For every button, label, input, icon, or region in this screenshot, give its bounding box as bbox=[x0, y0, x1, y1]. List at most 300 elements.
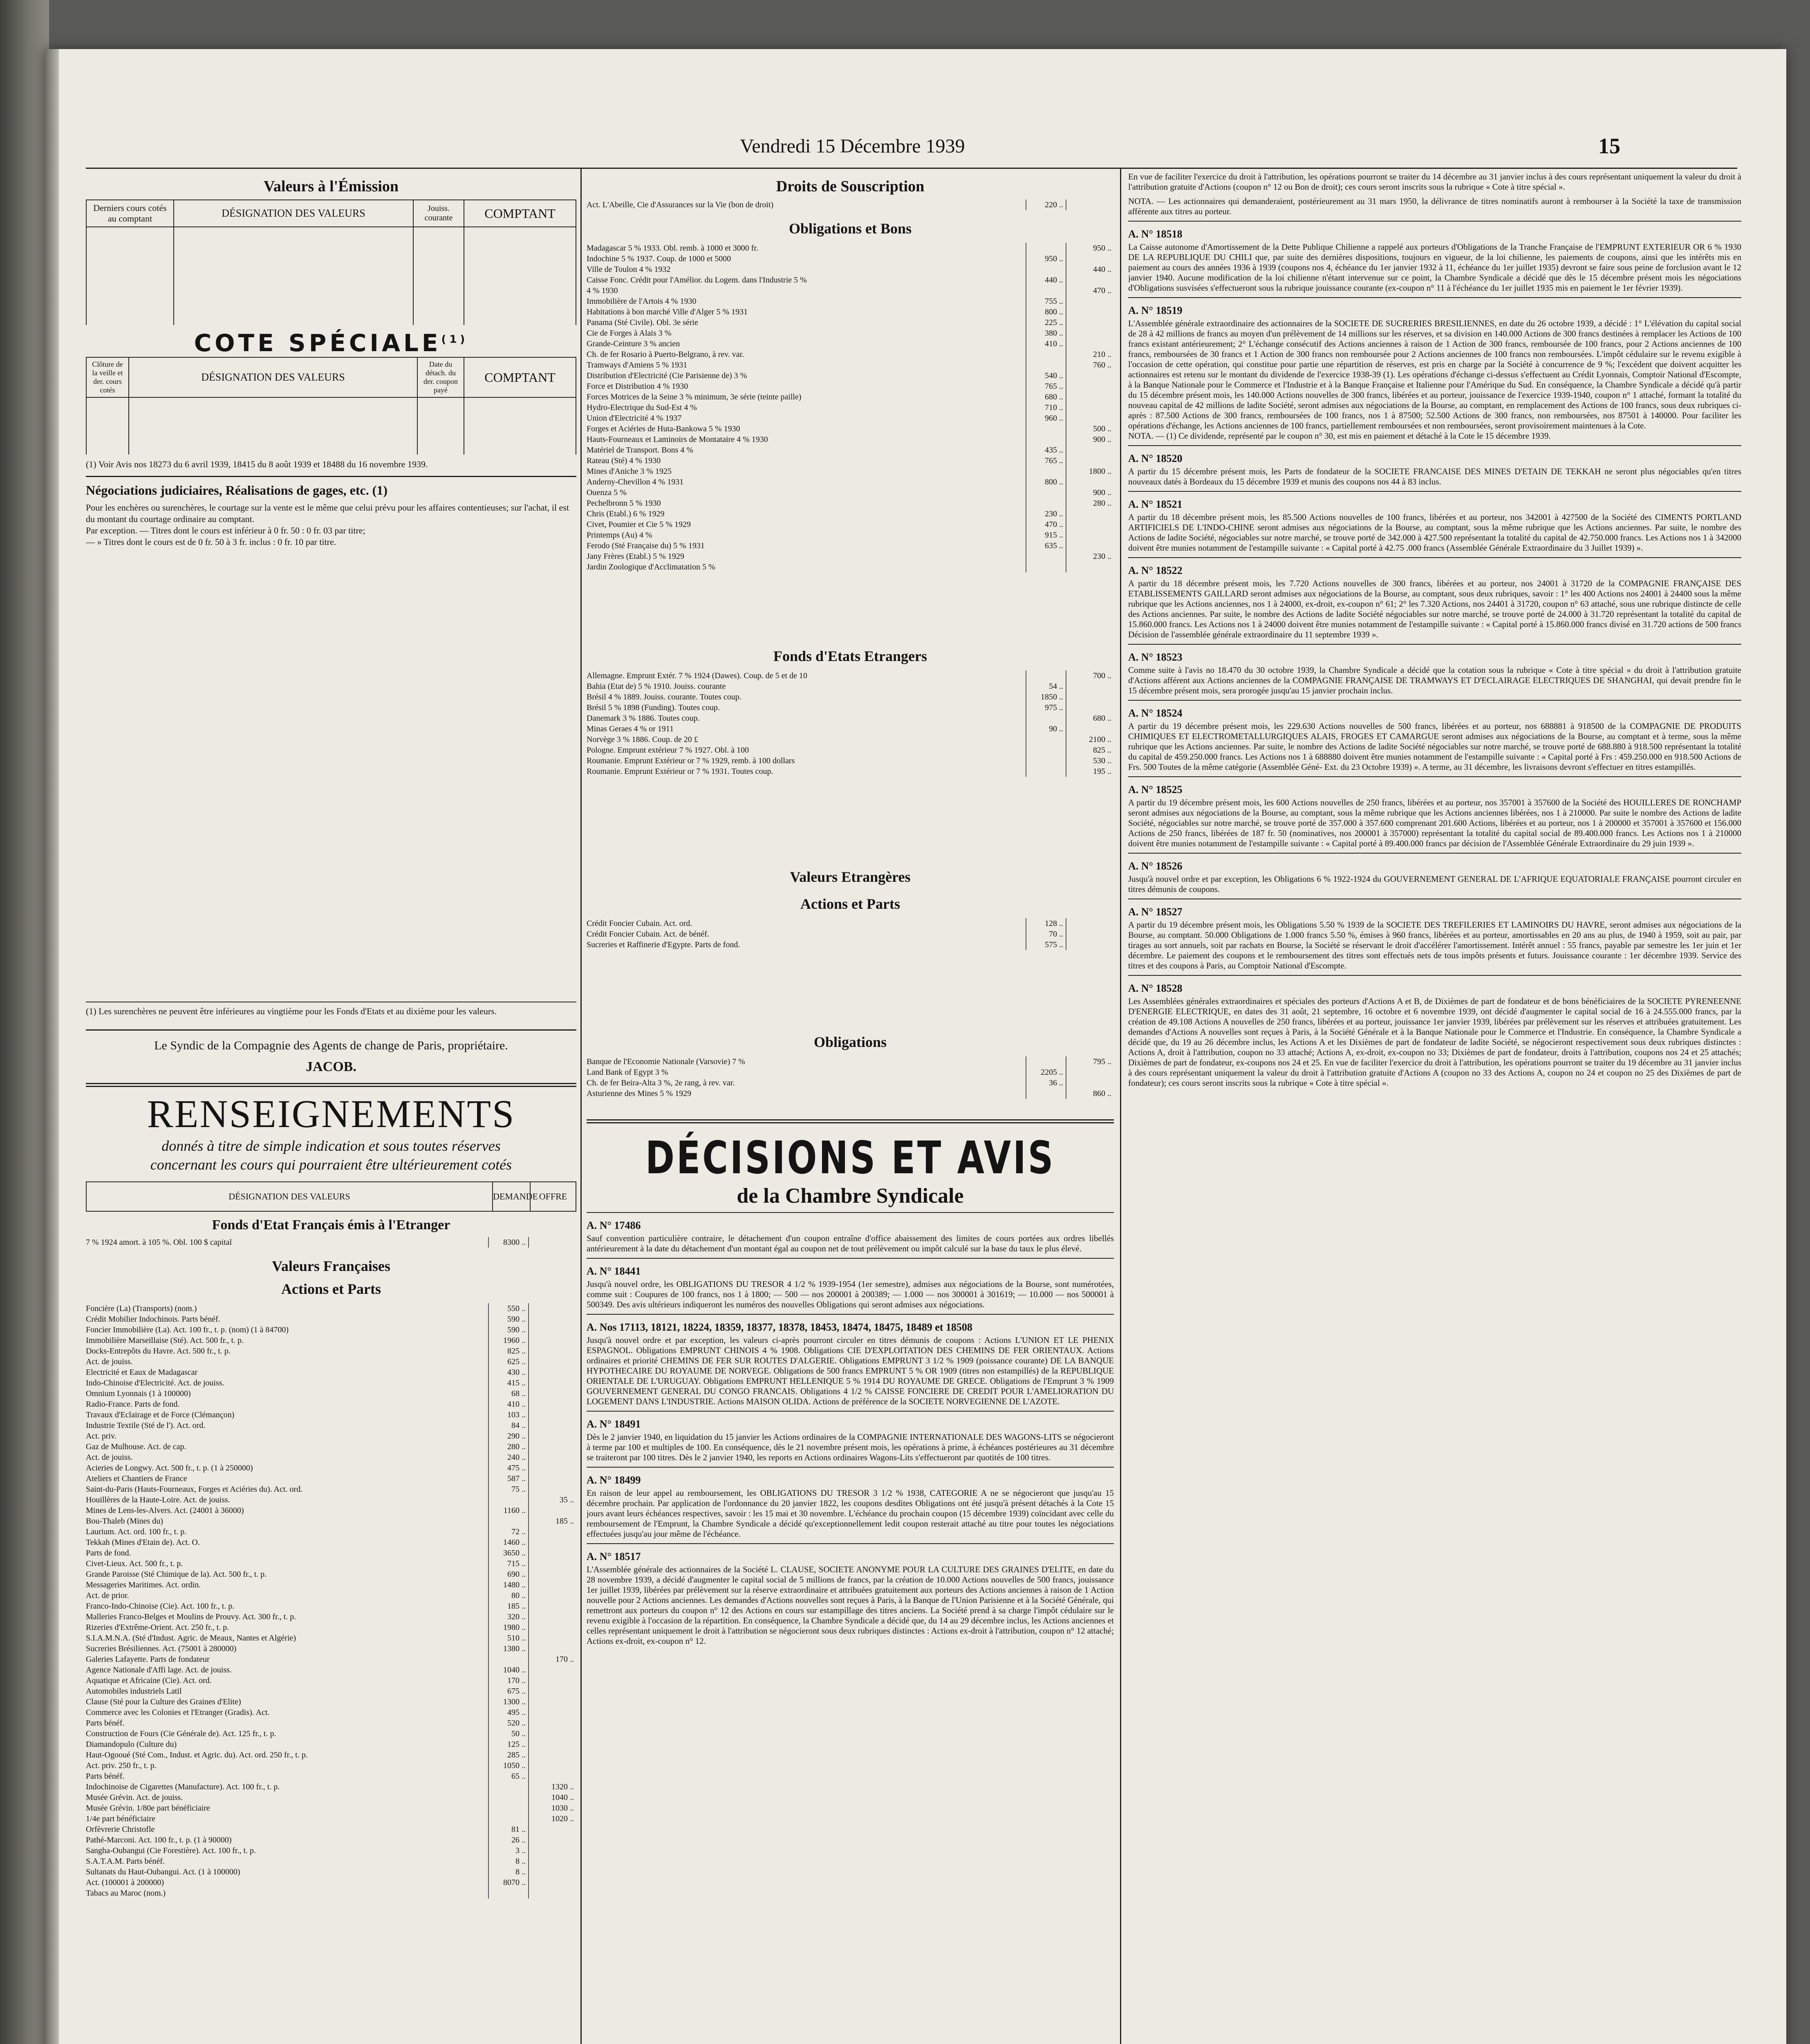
emission-header-col2: DÉSIGNATION DES VALEURS bbox=[174, 200, 413, 227]
quote-name: Anderny-Chevillon 4 % 1931 bbox=[587, 477, 684, 486]
quote-row bbox=[86, 1335, 576, 1346]
quote-name: Grande-Ceinture 3 % ancien bbox=[587, 339, 680, 348]
quote-row bbox=[587, 734, 1114, 745]
quote-name: Industrie Textile (Sté de l'). Act. ord. bbox=[86, 1421, 206, 1430]
avis-text: A partir du 18 décembre présent mois, les 7.720 Actions nouvelles de 300 francs, libérées et au porteur, nos 24001 à 31720 de la COMPAGNIE FRANÇAISE DES ETABLISSEMENTS GAILLARD seront admises aux négociations de la Bourse, au comptant, sous deux rubriques, savoir : 1° les 400 Actions nos 24001 à 24400 sous la même rubrique que les Actions anciennes, nos 1 à 24000, ex-droit, ex-coupon n° 61; 2° les 7.320 Actions, nos 24401 à 31720, coupon n° 63 attaché, sous une rubrique distincte de celle des Actions anciennes. Par suite, le nombre des Actions de ladite Société négociables sur notre marché, se trouve porté de 24.000 à 31.720 représentant la totalité du capital de 15.860.000 francs. Les Actions nos 1 à 24000 doivent être munies notamment de l'estampille suivante : « Capital porté à 15.860.000 francs divisé en 31.720 actions de 500 francs Décision de l'assemblée générale extraordinaire du 11 septembre 1939 ». bbox=[1128, 578, 1741, 639]
col3-intro: En vue de faciliter l'exercice du droit à l'attribution, les opérations pourront se traiter du 14 décembre au 31 janvier inclus à des cours représentant uniquement la valeur du droit à l'attribution gratuite d'Actions (coupon n° 12 ou Bon de droit); ces cours seront inscrits sous la rubrique « Cote à titre spécial ». bbox=[1128, 172, 1741, 192]
quote-name: Jany Frères (Etabl.) 5 % 1929 bbox=[587, 552, 684, 561]
negociations-footnote: (1) Les surenchères ne peuvent être inférieures au vingtième pour les Fonds d'Etats et au dixième pour les valeurs. bbox=[86, 1002, 576, 1017]
quote-row bbox=[86, 1760, 576, 1771]
quote-offre bbox=[528, 1463, 576, 1473]
renseignements-sub2: concernant les cours qui pourraient être ultérieurement cotés bbox=[150, 1156, 512, 1173]
column-2 bbox=[587, 172, 1114, 2044]
quote-demande bbox=[1026, 424, 1066, 434]
quote-demande: 1380 .. bbox=[488, 1643, 528, 1654]
quote-row bbox=[587, 402, 1114, 413]
quote-offre bbox=[528, 1601, 576, 1611]
quote-name: Bahia (Etat de) 5 % 1910. Jouiss. courante bbox=[587, 682, 726, 691]
column-3 bbox=[1128, 172, 1741, 2044]
quote-name: Banque de l'Economie Nationale (Varsovie) 7 % bbox=[587, 1057, 745, 1066]
quote-demande: 240 .. bbox=[488, 1452, 528, 1463]
quote-demande: 410 .. bbox=[1026, 338, 1066, 349]
quote-row bbox=[86, 1633, 576, 1643]
newspaper-page bbox=[45, 49, 1786, 2044]
quote-name: Caisse Fonc. Crédit pour l'Amélior. du Logem. dans l'Industrie 5 % bbox=[587, 276, 807, 285]
quote-demande: 225 .. bbox=[1026, 317, 1066, 328]
quote-demande: 285 .. bbox=[488, 1750, 528, 1760]
quote-offre bbox=[1066, 275, 1114, 285]
quote-offre: 170 .. bbox=[528, 1654, 576, 1665]
quote-row bbox=[86, 1707, 576, 1718]
quote-row bbox=[86, 1452, 576, 1463]
quote-offre bbox=[528, 1697, 576, 1707]
quote-demande: 415 .. bbox=[488, 1378, 528, 1388]
quote-offre bbox=[528, 1888, 576, 1898]
quote-name: Sultanats du Haut-Oubangui. Act. (1 à 100000) bbox=[86, 1867, 240, 1876]
quote-offre bbox=[528, 1611, 576, 1622]
quote-row bbox=[587, 477, 1114, 487]
decisions-sub: de la Chambre Syndicale bbox=[737, 1184, 964, 1208]
quote-offre bbox=[1066, 540, 1114, 551]
cote-header-col4: COMPTANT bbox=[464, 357, 576, 397]
quote-row bbox=[86, 1569, 576, 1580]
cote-header-col2: DÉSIGNATION DES VALEURS bbox=[129, 357, 417, 397]
quote-name: Distribution d'Electricité (Cie Parisienne de) 3 % bbox=[587, 371, 747, 380]
quote-name: Chris (Etabl.) 6 % 1929 bbox=[587, 509, 665, 518]
avis-rule bbox=[587, 1411, 1114, 1412]
quote-offre bbox=[1066, 445, 1114, 455]
quote-demande: 625 .. bbox=[488, 1356, 528, 1367]
avis-list-col2 bbox=[587, 1212, 1114, 1646]
column-rule-1 bbox=[580, 168, 582, 2044]
quote-row bbox=[86, 1675, 576, 1686]
quote-name: Sangha-Oubangui (Cie Forestière). Act. 100 fr., t. p. bbox=[86, 1846, 256, 1855]
quote-demande bbox=[1026, 713, 1066, 724]
quote-name: Act. priv. bbox=[86, 1432, 116, 1441]
quote-row bbox=[587, 670, 1114, 681]
quote-offre bbox=[528, 1325, 576, 1335]
quote-offre: 1320 .. bbox=[528, 1782, 576, 1792]
quote-offre: 860 .. bbox=[1066, 1088, 1114, 1099]
quote-offre bbox=[528, 1707, 576, 1718]
quote-offre bbox=[528, 1441, 576, 1452]
quote-offre bbox=[1066, 530, 1114, 540]
quote-name: Franco-Indo-Chinoise (Cie). Act. 100 fr., t. p. bbox=[86, 1602, 235, 1611]
quote-demande: 635 .. bbox=[1026, 540, 1066, 551]
avis-number: A. N° 18525 bbox=[1128, 784, 1183, 796]
quote-row bbox=[587, 766, 1114, 777]
quote-demande: 103 .. bbox=[488, 1410, 528, 1420]
quote-name: Rizeries d'Extrême-Orient. Act. 250 fr., t. p. bbox=[86, 1623, 229, 1632]
scan-edge bbox=[0, 0, 49, 2044]
avis-text: Sauf convention particulière contraire, le détachement d'un coupon entraîne d'office abaissement des limites de cours portées aux ordres libellés antérieurement à la date du détachement d'un montant égal au coupon net de tout prélèvement ou impôt calculé sur la base du taux le plus élevé. bbox=[587, 1233, 1114, 1253]
quote-demande: 435 .. bbox=[1026, 445, 1066, 455]
avis-number: A. N° 18519 bbox=[1128, 305, 1183, 316]
quote-name: Brésil 4 % 1889. Jouiss. courante. Toutes coup. bbox=[587, 693, 741, 702]
quote-row bbox=[587, 307, 1114, 317]
quote-name: Grande Paroisse (Sté Chimique de la). Act. 500 fr., t. p. bbox=[86, 1570, 267, 1579]
quote-row bbox=[587, 530, 1114, 540]
column-1 bbox=[86, 172, 576, 2044]
quote-offre bbox=[528, 1410, 576, 1420]
quote-demande bbox=[1026, 243, 1066, 253]
quote-offre bbox=[528, 1665, 576, 1675]
quote-demande: 825 .. bbox=[488, 1346, 528, 1356]
quote-demande: 8300 .. bbox=[488, 1237, 528, 1248]
quote-name: Civet-Lieux. Act. 500 fr., t. p. bbox=[86, 1559, 183, 1568]
quote-row bbox=[587, 296, 1114, 307]
quote-name: Parts bénéf. bbox=[86, 1772, 125, 1781]
avis-number: A. N° 18517 bbox=[587, 1551, 641, 1562]
quote-name: Saint-du-Paris (Hauts-Fourneaux, Forges et Aciéries du). Act. ord. bbox=[86, 1485, 303, 1494]
quote-row bbox=[86, 1441, 576, 1452]
quote-row bbox=[86, 1314, 576, 1325]
quote-offre bbox=[1066, 328, 1114, 338]
renseignements-title: RENSEIGNEMENTS bbox=[147, 1092, 515, 1136]
quote-row bbox=[587, 702, 1114, 713]
quote-name: Roumanie. Emprunt Extérieur or 7 % 1931. Toutes coup. bbox=[587, 767, 773, 776]
quote-row bbox=[587, 360, 1114, 370]
quote-demande: 3650 .. bbox=[488, 1548, 528, 1558]
quote-name: Printemps (Au) 4 % bbox=[587, 531, 652, 540]
quote-offre bbox=[1066, 381, 1114, 392]
quote-offre bbox=[528, 1378, 576, 1388]
quote-row bbox=[587, 939, 1114, 950]
quote-row bbox=[587, 392, 1114, 402]
avis-text: Jusqu'à nouvel ordre et par exception, les Obligations 6 % 1922-1924 du GOUVERNEMENT GENERAL DE L'AFRIQUE EQUATORIALE FRANÇAISE pourront circuler en titres démunis de coupons. bbox=[1128, 874, 1741, 894]
quote-name: Act. de jouiss. bbox=[86, 1453, 133, 1462]
quote-demande: 410 .. bbox=[488, 1399, 528, 1410]
avis-text: Jusqu'à nouvel ordre, les OBLIGATIONS DU TRESOR 4 1/2 % 1939-1954 (1er semestre), admises aux négociations de la Bourse, sont numérotées, comme suit : Coupures de 100 francs, nos 1 à 1800; — 500 — nos 200001 à 200389; — 1.000 — nos 300001 à 301619; — 10.000 — nos 500001 à 500349. Des avis ultérieurs indiqueront les numéros des nouvelles Obligations qui seront admises aux négociations. bbox=[587, 1279, 1114, 1309]
quote-name: Act. L'Abeille, Cie d'Assurances sur la Vie (bon de droit) bbox=[587, 200, 774, 209]
quote-row bbox=[86, 1665, 576, 1675]
quote-name: Parts bénéf. bbox=[86, 1719, 125, 1728]
quote-row bbox=[86, 1877, 576, 1888]
avis-text: A partir du 19 décembre présent mois, les Obligations 5.50 % 1939 de la SOCIETE DES TREFILERIES ET LAMINOIRS DU HAVRE, seront admises aux négociations de la Bourse, au comptant. 50.000 Obligations de 1.000 francs 5.50 %, émises à 960 francs, libérées et au porteur, amortissables en 20 ans au plus, de 1940 à 1959, soit au pair, par tirages au sort annuels, soit par rachats en Bourse, la Société se réservant le droit d'accélérer l'amortissement. Intérêt annuel : 55 francs, payable par semestre les 1er juin et 1er décembre. Le paiement des coupons et le remboursement des titres sont effectués nets de tous impôts présents et futurs. Jouissance courante : 1er décembre 1939. Service des titres et des coupons à Paris, au Comptoir National d'Escompte. bbox=[1128, 920, 1741, 970]
quote-row bbox=[587, 692, 1114, 702]
quote-offre: 210 .. bbox=[1066, 349, 1114, 360]
quote-offre bbox=[1066, 253, 1114, 264]
rule-rens-2 bbox=[86, 1086, 576, 1087]
quote-demande bbox=[488, 1495, 528, 1505]
quote-offre bbox=[1066, 199, 1114, 210]
quote-demande bbox=[1026, 766, 1066, 777]
negociations-title: Négociations judiciaires, Réalisations de gages, etc. (1) bbox=[86, 483, 388, 498]
quote-demande: 170 .. bbox=[488, 1675, 528, 1686]
quote-offre bbox=[1066, 370, 1114, 381]
quote-demande bbox=[1026, 487, 1066, 498]
quote-demande: 90 .. bbox=[1026, 724, 1066, 734]
avis-text: A partir du 15 décembre présent mois, les Parts de fondateur de la SOCIETE FRANCAISE DES MINES D'ETAIN DE TEKKAH ne seront plus négociables qu'en titres nouveaux datés à Bordeaux du 15 décembre 1939 et munis des coupons nos 44 à 83 inclus. bbox=[1128, 466, 1741, 486]
quote-name: 1/4e part bénéficiaire bbox=[86, 1814, 155, 1823]
quote-row bbox=[86, 1367, 576, 1378]
quote-demande: 280 .. bbox=[488, 1441, 528, 1452]
renseignements-sub1: donnés à titre de simple indication et sous toutes réserves bbox=[161, 1138, 501, 1154]
quote-row bbox=[587, 275, 1114, 285]
avis-text: La Caisse autonome d'Amortissement de la Dette Publique Chilienne a rappelé aux porteurs d'Obligations de la Tranche Française de l'EMPRUNT EXTERIEUR OR 6 % 1930 DE LA REPUBLIQUE DU CHILI que, par suite des dernières dispositions, toujours en vigueur, de la loi chilienne, les paiements de coupons, ainsi que les intérêts mis en paiement au cours des années 1936 à 1939 (coupons nos 4, échéance du 1er janvier 1932 à 11, échéance du 1er juillet 1935) devront se faire sous peine de forclusion avant le 12 janvier 1940. Aucune modification de la loi chilienne n'étant intervenue sur ce point, la Chambre Syndicale a décidé que dès le 15 décembre présent mois les négociations d'Obligations susvisées s'effectueront sous la rubrique jouissance courante (ex-coupon n° 11 à l'échéance du 1er juillet 1935 mis en paiement le 1er février 1939). bbox=[1128, 242, 1741, 293]
quote-demande bbox=[488, 1782, 528, 1792]
fonds-etrangers-rows bbox=[587, 670, 1114, 777]
quote-name: Tabacs au Maroc (nom.) bbox=[86, 1889, 166, 1898]
quote-offre bbox=[528, 1473, 576, 1484]
quote-row bbox=[86, 1813, 576, 1824]
quote-demande: 540 .. bbox=[1026, 370, 1066, 381]
quote-demande: 590 .. bbox=[488, 1314, 528, 1325]
valeurs-etrangeres-rows bbox=[587, 918, 1114, 950]
quote-row bbox=[86, 1378, 576, 1388]
quote-row bbox=[587, 317, 1114, 328]
quote-row bbox=[86, 1697, 576, 1707]
quote-row bbox=[587, 562, 1114, 572]
quote-demande bbox=[1026, 349, 1066, 360]
negociations-p2: Par exception. — Titres dont le cours est inférieur à 0 fr. 50 : 0 fr. 03 par titre; bbox=[86, 525, 365, 536]
quote-name: Omnium Lyonnais (1 à 100000) bbox=[86, 1389, 191, 1398]
quote-name: Laurium. Act. ord. 100 fr., t. p. bbox=[86, 1527, 187, 1536]
quote-demande: 800 .. bbox=[1026, 477, 1066, 487]
quote-name: Messageries Maritimes. Act. ordin. bbox=[86, 1580, 201, 1589]
quote-offre bbox=[528, 1877, 576, 1888]
quote-offre bbox=[528, 1760, 576, 1771]
quote-row bbox=[86, 1750, 576, 1760]
quote-name: Bou-Thaleb (Mines du) bbox=[86, 1517, 163, 1526]
quote-offre bbox=[528, 1856, 576, 1867]
quote-name: Land Bank of Egypt 3 % bbox=[587, 1068, 668, 1077]
quote-row bbox=[587, 498, 1114, 509]
quote-offre: 1020 .. bbox=[528, 1813, 576, 1824]
quote-demande: 590 .. bbox=[488, 1325, 528, 1335]
valeurs-francaises-sub: Actions et Parts bbox=[281, 1281, 381, 1297]
fonds-francais-rows bbox=[86, 1237, 576, 1248]
quote-offre: 950 .. bbox=[1066, 243, 1114, 253]
quote-demande: 1050 .. bbox=[488, 1760, 528, 1771]
obligations-title: Obligations bbox=[813, 1034, 887, 1050]
quote-demande: 690 .. bbox=[488, 1569, 528, 1580]
quote-demande: 50 .. bbox=[488, 1728, 528, 1739]
quote-name: Habitations à bon marché Ville d'Alger 5 % 1931 bbox=[587, 307, 748, 316]
quote-demande bbox=[1026, 434, 1066, 445]
valeurs-francaises-title: Valeurs Françaises bbox=[272, 1258, 390, 1274]
quote-offre: 185 .. bbox=[528, 1516, 576, 1526]
quote-offre bbox=[1066, 692, 1114, 702]
quote-demande bbox=[1026, 562, 1066, 572]
quote-name: Musée Grévin. 1/80e part bénéficiaire bbox=[86, 1804, 210, 1813]
quote-demande: 1160 .. bbox=[488, 1505, 528, 1516]
quote-demande: 220 .. bbox=[1026, 199, 1066, 210]
quote-demande: 185 .. bbox=[488, 1601, 528, 1611]
quote-name: Foncière (La) (Transports) (nom.) bbox=[86, 1304, 197, 1313]
quote-offre bbox=[528, 1367, 576, 1378]
quote-name: Asturienne des Mines 5 % 1929 bbox=[587, 1089, 692, 1098]
quote-demande: 290 .. bbox=[488, 1431, 528, 1441]
quote-row bbox=[86, 1484, 576, 1495]
quote-row bbox=[86, 1835, 576, 1845]
quote-row bbox=[86, 1739, 576, 1750]
quote-offre bbox=[1066, 702, 1114, 713]
avis-text: NOTA. — (1) Ce dividende, représenté par le coupon n° 30, est mis en paiement et détaché à la Cote le 15 décembre 1939. bbox=[1128, 431, 1551, 441]
quote-name: Malleries Franco-Belges et Moulins de Prouvy. Act. 300 fr., t. p. bbox=[86, 1612, 296, 1621]
cote-speciale-text: COTE SPÉCIALE bbox=[194, 329, 441, 357]
quote-demande: 320 .. bbox=[488, 1611, 528, 1622]
quote-demande: 1460 .. bbox=[488, 1537, 528, 1548]
quote-offre: 700 .. bbox=[1066, 670, 1114, 681]
quote-name: Brésil 5 % 1898 (Funding). Toutes coup. bbox=[587, 703, 720, 712]
avis-number: A. Nos 17113, 18121, 18224, 18359, 18377, 18378, 18453, 18474, 18475, 18489 et 18508 bbox=[587, 1321, 972, 1333]
quote-name: S.A.T.A.M. Parts bénéf. bbox=[86, 1857, 165, 1866]
quote-row bbox=[86, 1643, 576, 1654]
quote-name: Automobiles industriels Latil bbox=[86, 1687, 182, 1696]
quote-row bbox=[587, 519, 1114, 530]
rule-decisions-2 bbox=[587, 1122, 1114, 1123]
obligations-rows bbox=[587, 1056, 1114, 1099]
quote-row bbox=[587, 328, 1114, 338]
negociations-p1: Pour les enchères ou surenchères, le courtage sur la vente est le même que celui prévu pour les affaires contentieuses; sur l'achat, il est du montant du courtage ordinaire au comptant. bbox=[86, 502, 569, 524]
col3-nota: NOTA. — Les actionnaires qui demanderaient, postérieurement au 31 mars 1950, la délivrance de titres nominatifs auront à rembourser à la Société la taxe de transmission afférente aux titres au porteur. bbox=[1128, 196, 1741, 216]
quote-demande: 81 .. bbox=[488, 1824, 528, 1835]
quote-row bbox=[86, 1782, 576, 1792]
quote-offre bbox=[528, 1728, 576, 1739]
quote-row bbox=[86, 1303, 576, 1314]
quote-name: Radio-France. Parts de fond. bbox=[86, 1400, 180, 1409]
quote-demande bbox=[488, 1888, 528, 1898]
quote-offre bbox=[528, 1431, 576, 1441]
quote-offre bbox=[528, 1750, 576, 1760]
quote-demande: 470 .. bbox=[1026, 519, 1066, 530]
quote-name: Ateliers et Chantiers de France bbox=[86, 1474, 187, 1483]
quote-offre bbox=[528, 1633, 576, 1643]
quote-name: Agence Nationale d'Affi lage. Act. de jouiss. bbox=[86, 1665, 232, 1674]
avis-text: A partir du 19 décembre présent mois, les 600 Actions nouvelles de 250 francs, libérées et au porteur, nos 357001 à 357600 de la Société des HOUILLERES DE RONCHAMP seront admises aux négociations de la Bourse, au comptant, sous la même rubrique que les Actions anciennes libérées, nos 1 à 210000. Par suite le nombre des Actions de ladite Société, négociables sur notre marché, se trouve porté de 357.000 à 357.600 comprenant 201.600 Actions, libérées et au porteur, nos 1 à 200000 et 357001 à 357600 et 156.000 Actions de 250 francs, libérées de 187 fr. 50 (nominatives, nos 200001 à 357000) représentant la totalité du capital social de 89.400.000 francs. Les Actions nos 1 à 210000 doivent être munies notamment de l'estampille suivante : « Capital porté à 89.400.000 francs par décision de l'Assemblée Générale Extraordinaire du 29 juin 1939 ». bbox=[1128, 798, 1741, 848]
quote-row bbox=[86, 1590, 576, 1601]
quote-demande: 54 .. bbox=[1026, 681, 1066, 692]
quote-name: Forces Motrices de la Seine 3 % minimum, 3e série (teinte paille) bbox=[587, 392, 802, 401]
quote-demande: 765 .. bbox=[1026, 455, 1066, 466]
quote-demande: 1480 .. bbox=[488, 1580, 528, 1590]
column-rule-2 bbox=[1120, 168, 1121, 2044]
quote-name: Musée Grévin. Act. de jouiss. bbox=[86, 1793, 183, 1802]
quote-name: Act. de jouiss. bbox=[86, 1357, 133, 1366]
quote-demande: 715 .. bbox=[488, 1558, 528, 1569]
quote-demande: 70 .. bbox=[1026, 929, 1066, 939]
quote-offre bbox=[528, 1558, 576, 1569]
quote-name: Panama (Sté Civile). Obl. 3e série bbox=[587, 318, 698, 327]
quote-demande: 72 .. bbox=[488, 1526, 528, 1537]
quote-name: Immobilière de l'Artois 4 % 1930 bbox=[587, 297, 697, 306]
quote-offre bbox=[528, 1356, 576, 1367]
quote-offre: 900 .. bbox=[1066, 487, 1114, 498]
rule-rens-1 bbox=[86, 1083, 576, 1084]
quote-offre bbox=[1066, 724, 1114, 734]
quote-row bbox=[86, 1237, 576, 1248]
avis-number: A. N° 18527 bbox=[1128, 906, 1183, 918]
quote-row bbox=[587, 413, 1114, 424]
quote-demande: 915 .. bbox=[1026, 530, 1066, 540]
quote-row bbox=[86, 1420, 576, 1431]
avis-number: A. N° 18441 bbox=[587, 1265, 641, 1277]
quote-row bbox=[86, 1622, 576, 1633]
quote-offre bbox=[1066, 296, 1114, 307]
quote-row bbox=[86, 1495, 576, 1505]
quote-row bbox=[587, 370, 1114, 381]
emission-table bbox=[86, 199, 576, 325]
quote-offre bbox=[528, 1388, 576, 1399]
emission-header-col3: Jouiss. courante bbox=[413, 200, 464, 227]
quote-row bbox=[587, 509, 1114, 519]
quote-row bbox=[86, 1325, 576, 1335]
quote-name: Minas Geraes 4 % or 1911 bbox=[587, 724, 674, 733]
quote-row bbox=[587, 455, 1114, 466]
quote-offre bbox=[1066, 918, 1114, 929]
quote-offre: 470 .. bbox=[1066, 285, 1114, 296]
page-header bbox=[45, 135, 1786, 164]
quote-row bbox=[86, 1399, 576, 1410]
cote-speciale-note: (1) bbox=[441, 333, 468, 346]
quote-demande bbox=[488, 1813, 528, 1824]
quote-demande bbox=[1026, 670, 1066, 681]
quote-name: Haut-Ogooué (Sté Com., Indust. et Agric. du). Act. ord. 250 fr., t. p. bbox=[86, 1750, 308, 1759]
quote-name: Tekkah (Mines d'Etain de). Act. O. bbox=[86, 1538, 200, 1547]
avis-rule bbox=[587, 1258, 1114, 1259]
avis-rule bbox=[1128, 975, 1741, 976]
avis-number: A. N° 18524 bbox=[1128, 707, 1183, 719]
avis-text: L'Assemblée générale des actionnaires de la Société L. CLAUSE, SOCIETE ANONYME POUR LA CULTURE DES GRAINES D'ELITE, en date du 28 novembre 1939, a décidé d'augmenter le capital social de 5 millions de francs, par la création de 10.000 Actions nouvelles de 500 francs, jouissance 1er juillet 1939, libérées par prélèvement sur la réserve extraordinaire et attribuées gratuitement aux porteurs des Actions anciennes à raison de 1 Action nouvelle pour 2 Actions anciennes. Les demandes d'Actions nouvelles sont reçues à Paris, à la Banque de l'Union Parisienne et à la Société Générale, qui remettront aux porteurs du coupon n° 12 des Actions en cours sur estampillage des titres anciens. La Société prend à sa charge l'impôt cédulaire sur le revenu exigible à l'occasion de la répartition. En conséquence, la Chambre Syndicale a décidé que, du 14 au 29 décembre inclus, les Actions anciennes et celles représentant uniquement le droit à l'attribution se négocieront sous deux rubriques distinctes : Actions ex-droit à l'attribution, coupon n° 12 attaché; Actions ex-droit, ex-coupon n° 12. bbox=[587, 1564, 1114, 1646]
quote-name: Crédit Foncier Cubain. Act. de bénéf. bbox=[587, 930, 709, 939]
page-number: 15 bbox=[1598, 134, 1620, 158]
quote-row bbox=[587, 434, 1114, 445]
quote-demande: 65 .. bbox=[488, 1771, 528, 1782]
quote-offre bbox=[528, 1622, 576, 1633]
quote-demande: 755 .. bbox=[1026, 296, 1066, 307]
quote-offre: 900 .. bbox=[1066, 434, 1114, 445]
quote-name: Sucreries et Raffinerie d'Egypte. Parts de fond. bbox=[587, 940, 740, 949]
valeurs-francaises-rows bbox=[86, 1303, 576, 1898]
emission-header-col1: Derniers cours cotés au comptant bbox=[86, 200, 174, 227]
avis-text: Comme suite à l'avis no 18.470 du 30 octobre 1939, la Chambre Syndicale a décidé que la cotation sous la rubrique « Cote à titre spécial » du droit à l'attribution gratuite d'Actions afférent aux Actions anciennes de la COMPAGNIE FRANÇAISE DE TRAMWAYS ET D'ECLAIRAGE ELECTRIQUES DE SHANGHAI, qui devait prendre fin le 15 décembre présent mois, sera prorogée jusqu'au 15 janvier prochain inclus. bbox=[1128, 665, 1741, 695]
rens-header-col1: DÉSIGNATION DES VALEURS bbox=[228, 1191, 350, 1201]
quote-row bbox=[587, 1088, 1114, 1099]
quote-name: Force et Distribution 4 % 1930 bbox=[587, 382, 688, 391]
quote-demande: 440 .. bbox=[1026, 275, 1066, 285]
avis-text: Les Assemblées générales extraordinaires et spéciales des porteurs d'Actions A et B, de Dixièmes de part de fondateur et de bons bénéficiaires de la SOCIETE PYRENEENNE D'ENERGIE ELECTRIQUE, en dates des 31 août, 21 septembre, 16 octobre et 6 novembre 1939, ont décidé d'augmenter le capital social de 16 à 24.555.000 francs, par la création de 49.108 Actions A nouvelles de 250 francs, libérées et au porteur, jouissance 1er janvier 1939, libérées par prélèvement sur les réserves et attribuées gratuitement. Les demandes d'Actions A nouvelles sont reçues à Paris, à la Société Générale et à la Banque Nationale pour le Commerce et l'Industrie. En conséquence, la Chambre Syndicale a décidé que, du 19 au 26 décembre inclus, les Actions A et les Dixièmes de part de fondateur de ladite Société, se négocieront respectivement sous deux rubriques distinctes : Actions A, droit à l'attribution, coupon no 33 attaché; Actions A, ex-droit, ex-coupon no 33; Dixièmes de part de fondateur, droits à l'attribution, coupons nos 24 et 25 attachés; Dixièmes de part de fondateur, ex-coupons nos 24 et 25. En vue de faciliter l'exercice du droit à l'attribution, les opérations pourront se traiter du 19 décembre au 31 janvier inclus à des cours représentant uniquement la valeur du droit à l'attribution gratuite d'Actions A (coupon no 33 des Actions A, coupon no 24 et coupon no 25 des Dixièmes de part de fondateur); ces cours seront inscrits sous la rubrique « Cote à titre spécial ». bbox=[1128, 996, 1741, 1088]
quote-offre bbox=[1066, 939, 1114, 950]
quote-name: Houillères de la Haute-Loire. Act. de jouiss. bbox=[86, 1495, 230, 1504]
quote-offre: 680 .. bbox=[1066, 713, 1114, 724]
quote-demande: 380 .. bbox=[1026, 328, 1066, 338]
quote-row bbox=[587, 445, 1114, 455]
quote-row bbox=[587, 1078, 1114, 1088]
negociations-p3: — » Titres dont le cours est de 0 fr. 50 à 3 fr. inclus : 0 fr. 10 par titre. bbox=[86, 537, 336, 547]
quote-offre bbox=[528, 1452, 576, 1463]
quote-demande: 1980 .. bbox=[488, 1622, 528, 1633]
quote-demande: 128 .. bbox=[1026, 918, 1066, 929]
quote-demande: 675 .. bbox=[488, 1686, 528, 1697]
quote-name: Orfèvrerie Christofle bbox=[86, 1825, 155, 1834]
quote-name: Roumanie. Emprunt Extérieur or 7 % 1929, remb. à 100 dollars bbox=[587, 756, 795, 765]
quote-offre bbox=[528, 1335, 576, 1346]
obligations-bons-title: Obligations et Bons bbox=[789, 220, 912, 237]
avis-rule bbox=[1128, 853, 1741, 854]
quote-name: Diamandopulo (Culture du) bbox=[86, 1740, 177, 1749]
quote-name: Docks-Entrepôts du Havre. Act. 500 fr., t. p. bbox=[86, 1347, 231, 1356]
cote-header-col1: Clôture de la veille et der. cours cotés bbox=[86, 357, 129, 397]
quote-offre bbox=[528, 1835, 576, 1845]
quote-demande: 75 .. bbox=[488, 1484, 528, 1495]
quote-name: Mines de Lens-les-Alvers. Act. (24001 à 36000) bbox=[86, 1506, 244, 1515]
quote-name: Travaux d'Eclairage et de Force (Clémançon) bbox=[86, 1410, 235, 1419]
quote-offre bbox=[528, 1845, 576, 1856]
rens-header-col3: OFFRE bbox=[530, 1182, 576, 1211]
quote-row bbox=[86, 1558, 576, 1569]
quote-row bbox=[587, 264, 1114, 275]
